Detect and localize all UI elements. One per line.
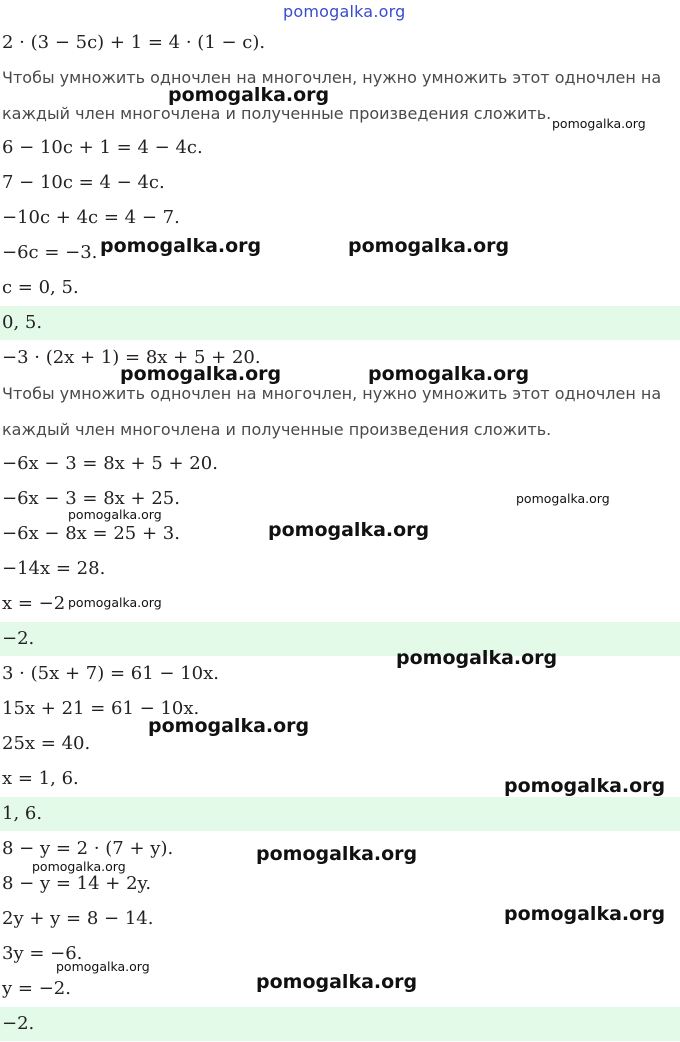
watermark-top: pomogalka.org xyxy=(283,2,406,21)
equation-line: 7 − 10c = 4 − 4c. xyxy=(2,172,165,193)
watermark: pomogalka.org xyxy=(516,491,610,506)
watermark: pomogalka.org xyxy=(504,775,666,797)
equation-line: c = 0, 5. xyxy=(2,277,79,298)
equation-line: 3y = −6. xyxy=(2,943,83,964)
watermark: pomogalka.org xyxy=(100,235,262,257)
equation-line: 6 − 10c + 1 = 4 − 4c. xyxy=(2,137,203,158)
equation-line: 8 − y = 2 · (7 + y). xyxy=(2,838,174,859)
equation-line: y = −2. xyxy=(2,978,71,999)
watermark: pomogalka.org xyxy=(268,519,430,541)
answer-row: −2. xyxy=(0,1007,680,1041)
equation-line: −10c + 4c = 4 − 7. xyxy=(2,207,180,228)
equation-line: −6c = −3. xyxy=(2,242,98,263)
watermark: pomogalka.org xyxy=(256,971,418,993)
equation-line: x = −2 xyxy=(2,593,66,614)
watermark: pomogalka.org xyxy=(68,507,162,522)
equation-line: −6x − 8x = 25 + 3. xyxy=(2,523,180,544)
equation-line: 15x + 21 = 61 − 10x. xyxy=(2,698,200,719)
answer-row: −2. xyxy=(0,622,680,656)
equation-line: 3 · (5x + 7) = 61 − 10x. xyxy=(2,663,219,684)
explanation-text: каждый член многочлена и полученные произведения сложить. xyxy=(2,420,552,439)
watermark: pomogalka.org xyxy=(120,363,282,385)
explanation-text: Чтобы умножить одночлен на многочлен, нужно умножить этот одночлен на xyxy=(2,68,662,87)
watermark: pomogalka.org xyxy=(148,715,310,737)
equation-line: −6x − 3 = 8x + 25. xyxy=(2,488,180,509)
answer-row: 0, 5. xyxy=(0,306,680,340)
watermark: pomogalka.org xyxy=(256,843,418,865)
equation-line: 8 − y = 14 + 2y. xyxy=(2,873,152,894)
watermark: pomogalka.org xyxy=(552,116,646,131)
watermark: pomogalka.org xyxy=(368,363,530,385)
watermark: pomogalka.org xyxy=(348,235,510,257)
watermark: pomogalka.org xyxy=(396,647,558,669)
explanation-text: Чтобы умножить одночлен на многочлен, нужно умножить этот одночлен на xyxy=(2,384,662,403)
watermark: pomogalka.org xyxy=(32,859,126,874)
equation-line: −6x − 3 = 8x + 5 + 20. xyxy=(2,453,218,474)
watermark: pomogalka.org xyxy=(68,595,162,610)
equation-line: −3 · (2x + 1) = 8x + 5 + 20. xyxy=(2,347,261,368)
equation-line: 25x = 40. xyxy=(2,733,91,754)
watermark: pomogalka.org xyxy=(56,959,150,974)
equation-line: 2 · (3 − 5c) + 1 = 4 · (1 − c). xyxy=(2,32,266,53)
equation-line: x = 1, 6. xyxy=(2,768,79,789)
equation-line: 2y + y = 8 − 14. xyxy=(2,908,154,929)
watermark: pomogalka.org xyxy=(168,84,330,106)
explanation-text: каждый член многочлена и полученные произведения сложить. xyxy=(2,104,552,123)
equation-line: −14x = 28. xyxy=(2,558,106,579)
answer-row: 1, 6. xyxy=(0,797,680,831)
watermark: pomogalka.org xyxy=(504,903,666,925)
